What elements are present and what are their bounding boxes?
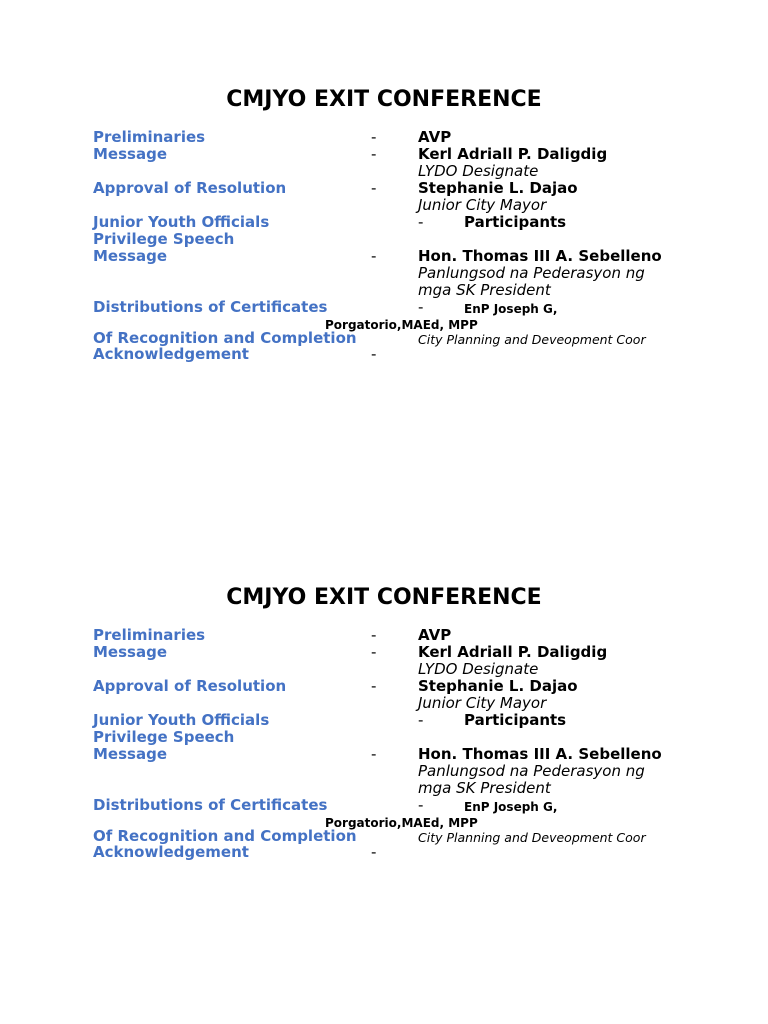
program-block-2 bbox=[0, 585, 768, 885]
dash-separator: - bbox=[371, 745, 377, 763]
dash-separator: - bbox=[418, 298, 424, 316]
speaker-stephanie-role: Junior City Mayor bbox=[418, 694, 547, 712]
item-privilege-speech: Privilege Speech bbox=[93, 728, 235, 746]
item-acknowledgement: Acknowledgement bbox=[93, 345, 249, 363]
speaker-joseph: EnP Joseph G, bbox=[464, 800, 558, 814]
speaker-stephanie: Stephanie L. Dajao bbox=[418, 677, 578, 695]
dash-separator: - bbox=[371, 128, 377, 146]
item-message: Message bbox=[93, 145, 167, 163]
speaker-participants: Participants bbox=[464, 213, 567, 231]
speaker-participants: Participants bbox=[464, 711, 567, 729]
item-approval: Approval of Resolution bbox=[93, 179, 287, 197]
item-junior-youth: Junior Youth Officials bbox=[93, 711, 270, 729]
speaker-kerl: Kerl Adriall P. Daligdig bbox=[418, 145, 608, 163]
speaker-stephanie: Stephanie L. Dajao bbox=[418, 179, 578, 197]
dash-separator: - bbox=[418, 213, 424, 231]
item-message: Message bbox=[93, 643, 167, 661]
dash-separator: - bbox=[371, 843, 377, 861]
speaker-thomas-role: mga SK President bbox=[418, 779, 551, 797]
speaker-joseph: Porgatorio,MAEd, MPP bbox=[325, 816, 478, 830]
item-junior-youth: Junior Youth Officials bbox=[93, 213, 270, 231]
dash-separator: - bbox=[371, 179, 377, 197]
dash-separator: - bbox=[371, 145, 377, 163]
item-message: Message bbox=[93, 247, 167, 265]
dash-separator: - bbox=[371, 247, 377, 265]
speaker-thomas: Hon. Thomas III A. Sebelleno bbox=[418, 247, 662, 265]
item-recognition: Of Recognition and Completion bbox=[93, 827, 357, 845]
speaker-kerl: Kerl Adriall P. Daligdig bbox=[418, 643, 608, 661]
page-title: CMJYO EXIT CONFERENCE bbox=[226, 585, 542, 610]
speaker-thomas-role: Panlungsod na Pederasyon ng bbox=[418, 762, 645, 780]
item-preliminaries: Preliminaries bbox=[93, 626, 206, 644]
program-block-1 bbox=[0, 87, 768, 387]
speaker-avp: AVP bbox=[418, 626, 452, 644]
speaker-thomas: Hon. Thomas III A. Sebelleno bbox=[418, 745, 662, 763]
dash-separator: - bbox=[371, 677, 377, 695]
page-title: CMJYO EXIT CONFERENCE bbox=[226, 87, 542, 112]
item-distributions: Distributions of Certificates bbox=[93, 298, 328, 316]
item-distributions: Distributions of Certificates bbox=[93, 796, 328, 814]
speaker-kerl-role: LYDO Designate bbox=[418, 660, 539, 678]
speaker-stephanie-role: Junior City Mayor bbox=[418, 196, 547, 214]
item-preliminaries: Preliminaries bbox=[93, 128, 206, 146]
item-approval: Approval of Resolution bbox=[93, 677, 287, 695]
dash-separator: - bbox=[418, 711, 424, 729]
speaker-avp: AVP bbox=[418, 128, 452, 146]
dash-separator: - bbox=[418, 796, 424, 814]
speaker-joseph: Porgatorio,MAEd, MPP bbox=[325, 318, 478, 332]
speaker-kerl-role: LYDO Designate bbox=[418, 162, 539, 180]
dash-separator: - bbox=[371, 626, 377, 644]
speaker-joseph-role: City Planning and Deveopment Coor bbox=[418, 332, 646, 347]
speaker-joseph: EnP Joseph G, bbox=[464, 302, 558, 316]
item-recognition: Of Recognition and Completion bbox=[93, 329, 357, 347]
dash-separator: - bbox=[371, 643, 377, 661]
item-acknowledgement: Acknowledgement bbox=[93, 843, 249, 861]
item-message: Message bbox=[93, 745, 167, 763]
item-privilege-speech: Privilege Speech bbox=[93, 230, 235, 248]
speaker-thomas-role: Panlungsod na Pederasyon ng bbox=[418, 264, 645, 282]
dash-separator: - bbox=[371, 345, 377, 363]
speaker-thomas-role: mga SK President bbox=[418, 281, 551, 299]
speaker-joseph-role: City Planning and Deveopment Coor bbox=[418, 830, 646, 845]
